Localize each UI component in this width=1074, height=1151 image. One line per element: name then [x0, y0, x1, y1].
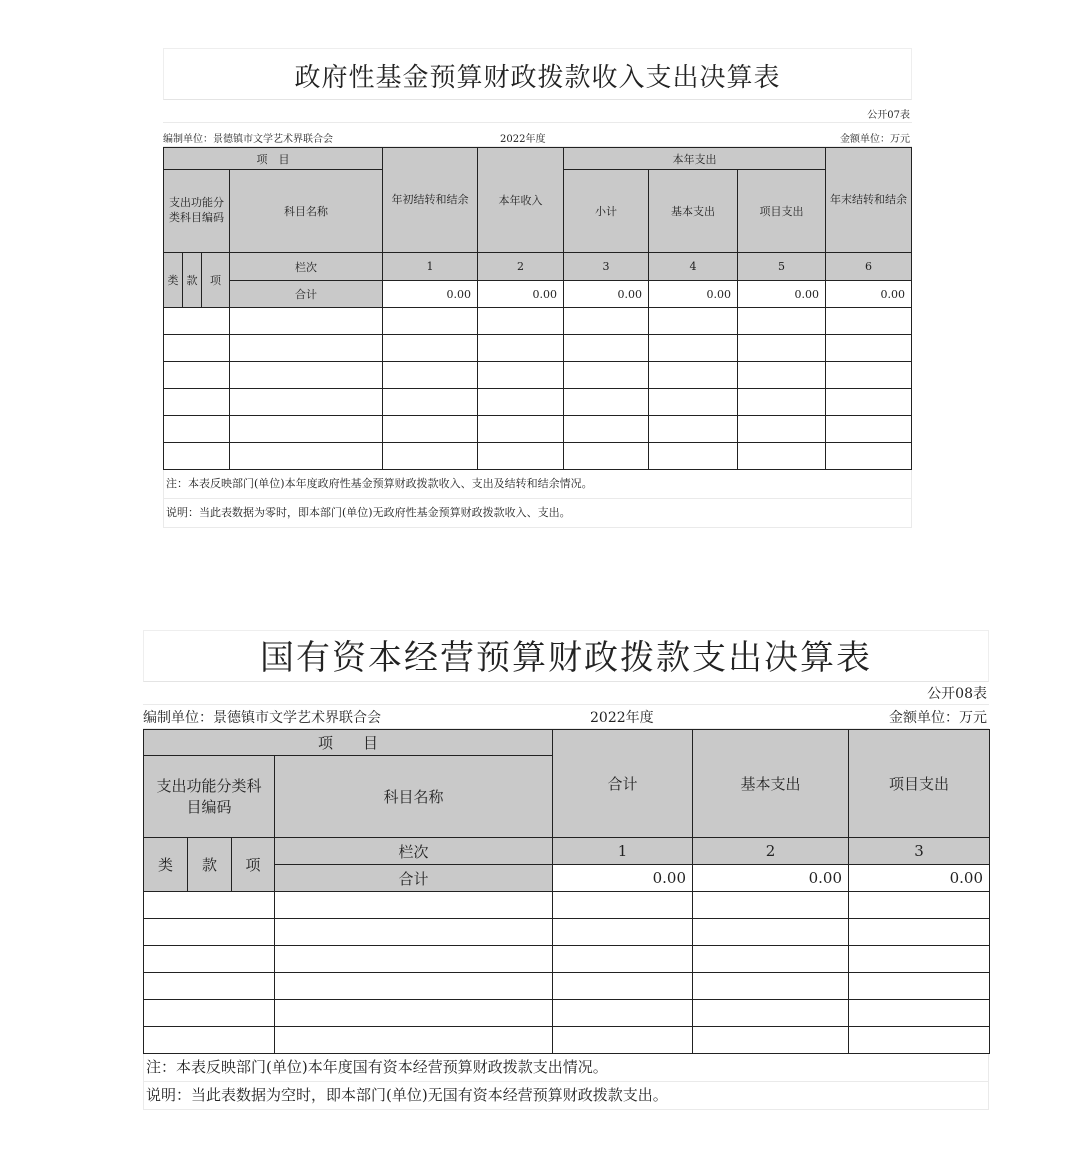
table1-grid [163, 147, 912, 470]
table2-project-exp-header: 项目支出 [849, 730, 990, 838]
table1-money-unit: 金额单位：万元 [840, 134, 910, 145]
table2-note: 注：本表反映部门(单位)本年度国有资本经营预算财政拨款支出情况。 [143, 1054, 989, 1082]
table1-column-no-label: 栏次 [230, 253, 383, 281]
table1-unit: 编制单位：景德镇市文学艺术界联合会 [163, 134, 333, 145]
table1-total-value: 0.00 [564, 281, 649, 308]
table1-expense-group-header: 本年支出 [564, 148, 826, 170]
table1-col-number: 6 [826, 253, 912, 281]
table1-total-value: 0.00 [649, 281, 738, 308]
state-capital-table [143, 630, 989, 1110]
table1-end-balance-header: 年末结转和结余 [826, 148, 912, 253]
table1-subject-name-header: 科目名称 [230, 170, 383, 253]
table1-col-number: 3 [564, 253, 649, 281]
table1-func-code-header: 支出功能分类科目编码 [164, 170, 230, 253]
table2-money-unit: 金额单位：万元 [889, 710, 987, 726]
table2-kuan-header: 款 [188, 838, 232, 892]
table1-col-number: 1 [383, 253, 478, 281]
table2-form-no: 公开08表 [927, 686, 987, 702]
table2-total-header: 合计 [553, 730, 693, 838]
table1-col-number: 5 [738, 253, 826, 281]
table2-info-row [143, 705, 989, 729]
table-row [144, 892, 990, 919]
table2-subject-name-header: 科目名称 [275, 756, 553, 838]
government-fund-table [163, 48, 912, 528]
table-row [144, 973, 990, 1000]
table2-form-no-row [143, 682, 989, 705]
table1-project-exp-header: 项目支出 [738, 170, 826, 253]
table-row [144, 1000, 990, 1027]
table1-note: 注：本表反映部门(单位)本年度政府性基金预算财政拨款收入、支出及结转和结余情况。 [163, 470, 912, 499]
table1-form-no-row [163, 100, 912, 123]
table2-col-number: 1 [553, 838, 693, 865]
table-row [164, 362, 912, 389]
table1-year: 2022年度 [500, 134, 546, 145]
table1-form-no: 公开07表 [867, 110, 910, 121]
table2-column-no-label: 栏次 [275, 838, 553, 865]
table1-total-value: 0.00 [826, 281, 912, 308]
table2-project-header: 项 目 [144, 730, 553, 756]
table-row [144, 919, 990, 946]
table1-total-value: 0.00 [738, 281, 826, 308]
table2-basic-header: 基本支出 [693, 730, 849, 838]
table1-col-number: 2 [478, 253, 564, 281]
table2-grid [143, 729, 990, 1054]
table1-basic-header: 基本支出 [649, 170, 738, 253]
table1-lei-header: 类 [164, 253, 183, 308]
table2-total-value: 0.00 [553, 865, 693, 892]
table-row [144, 1027, 990, 1054]
table1-title: 政府性基金预算财政拨款收入支出决算表 [163, 48, 912, 100]
table1-project-header: 项 目 [164, 148, 383, 170]
table2-total-label: 合计 [275, 865, 553, 892]
table1-begin-balance-header: 年初结转和结余 [383, 148, 478, 253]
table2-explain: 说明：当此表数据为空时，即本部门(单位)无国有资本经营预算财政拨款支出。 [143, 1082, 989, 1110]
table2-total-value: 0.00 [693, 865, 849, 892]
table2-unit: 编制单位：景德镇市文学艺术界联合会 [143, 710, 381, 726]
table-row [164, 416, 912, 443]
table-row [164, 335, 912, 362]
table2-lei-header: 类 [144, 838, 188, 892]
table1-col-number: 4 [649, 253, 738, 281]
table-row [164, 308, 912, 335]
table1-total-value: 0.00 [478, 281, 564, 308]
table1-explain: 说明：当此表数据为零时，即本部门(单位)无政府性基金预算财政拨款收入、支出。 [163, 499, 912, 528]
table-row [164, 389, 912, 416]
table2-year: 2022年度 [590, 710, 654, 726]
table2-col-number: 2 [693, 838, 849, 865]
table1-total-label: 合计 [230, 281, 383, 308]
table1-xiang-header: 项 [202, 253, 230, 308]
table2-total-value: 0.00 [849, 865, 990, 892]
table1-info-row [163, 123, 912, 147]
table-row [144, 946, 990, 973]
table1-total-value: 0.00 [383, 281, 478, 308]
table2-title: 国有资本经营预算财政拨款支出决算表 [143, 630, 989, 682]
table-row [164, 443, 912, 470]
table1-income-header: 本年收入 [478, 148, 564, 253]
table1-subtotal-header: 小计 [564, 170, 649, 253]
table1-kuan-header: 款 [183, 253, 202, 308]
table2-func-code-header: 支出功能分类科目编码 [144, 756, 275, 838]
table2-xiang-header: 项 [232, 838, 275, 892]
table2-col-number: 3 [849, 838, 990, 865]
